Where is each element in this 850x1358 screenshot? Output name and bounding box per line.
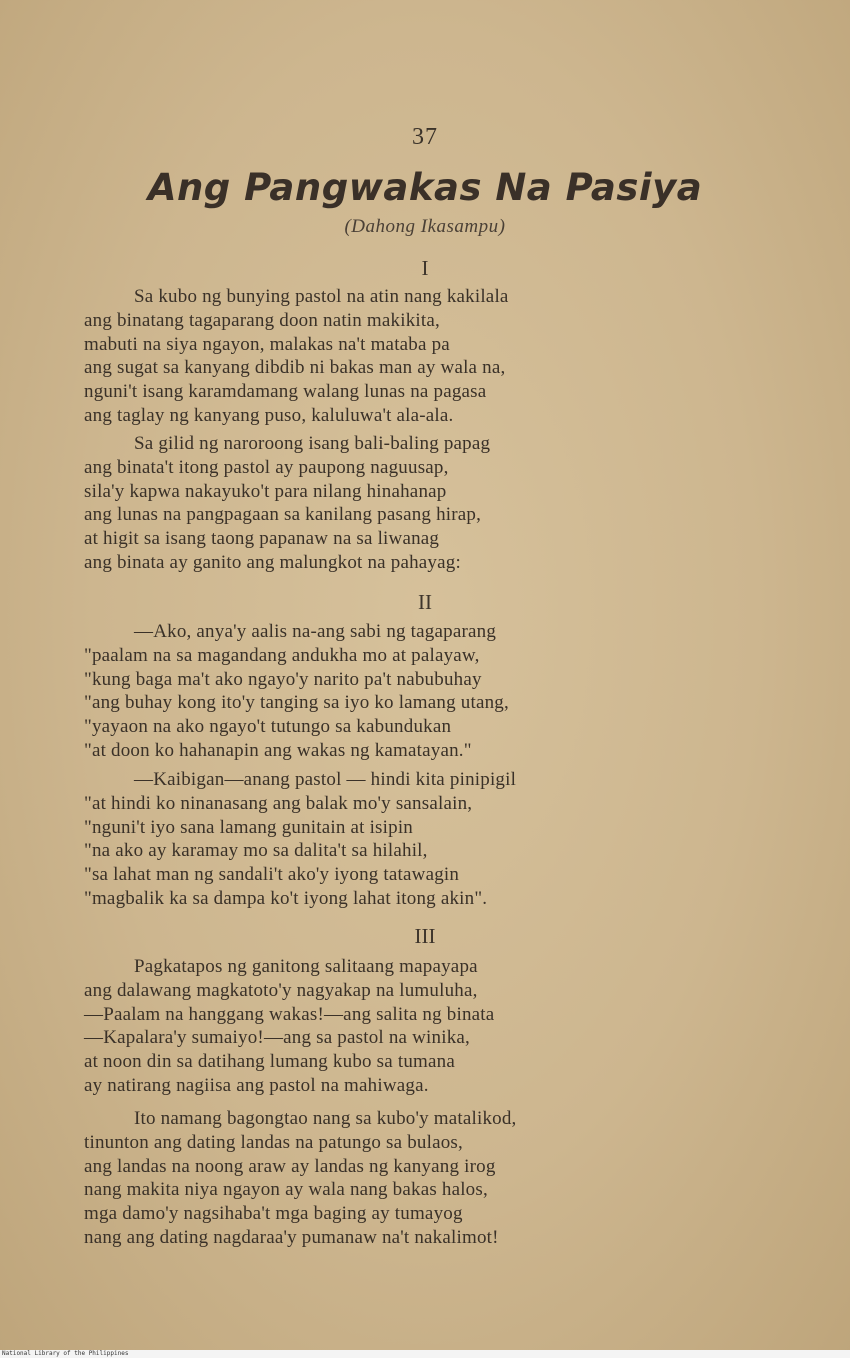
verse-line: nang ang dating nagdaraa'y pumanaw na't nakalimot!	[84, 1226, 499, 1248]
verse-line: "nguni't iyo sana lamang gunitain at isipin	[84, 816, 414, 838]
verse-line: Sa gilid ng naroroong isang bali-baling papag	[134, 433, 491, 454]
verse-line: "kung baga ma't ako ngayo'y narito pa't nabubuhay	[84, 668, 482, 690]
verse-line: "yayaon na ako ngayo't tutungo sa kabundukan	[84, 716, 452, 738]
verse-line: mabuti na siya ngayon, malakas na't mataba pa	[84, 333, 450, 355]
verse-line: —Kaibigan—anang pastol — hindi kita pinipigil	[134, 769, 517, 790]
poem-title: Ang Pangwakas Na Pasiya	[147, 166, 703, 209]
verse-line: ang sugat sa kanyang dibdib ni bakas man ay wala na,	[84, 357, 506, 379]
verse-line: Pagkatapos ng ganitong salitaang mapayapa	[134, 956, 478, 977]
library-credit-footer: National Library of the Philippines	[0, 1350, 850, 1358]
verse-line: "at hindi ko ninanasang ang balak mo'y sansalain,	[84, 792, 473, 814]
poem-subtitle: (Dahong Ikasampu)	[344, 216, 506, 237]
verse-line: at higit sa isang taong papanaw na sa liwanag	[84, 528, 440, 550]
verse-line: ang dalawang magkatoto'y nagyakap na lumuluha,	[84, 979, 478, 1001]
verse-line: "na ako ay karamay mo sa dalita't sa hilahil,	[84, 840, 428, 862]
verse-line: —Paalam na hanggang wakas!—ang salita ng binata	[84, 1003, 495, 1025]
stanza-3-2	[84, 1107, 684, 1250]
verse-line: ay natirang nagiisa ang pastol na mahiwaga.	[84, 1074, 429, 1096]
page-number: 37	[412, 124, 438, 150]
verse-line: —Ako, anya'y aalis na-ang sabi ng tagaparang	[134, 621, 497, 642]
verse-line: tinunton ang dating landas na patungo sa bulaos,	[84, 1131, 463, 1153]
verse-line: at noon din sa datihang lumang kubo sa tumana	[84, 1051, 455, 1073]
verse-line: ang lunas na pangpagaan sa kanilang pasang hirap,	[84, 504, 482, 526]
verse-line: —Kapalara'y sumaiyo!—ang sa pastol na winika,	[84, 1027, 470, 1049]
verse-line: ang binata ay ganito ang malungkot na pahayag:	[84, 551, 461, 573]
section-numeral-2: II	[418, 590, 432, 614]
stanza-3-1	[84, 955, 684, 1098]
verse-line: "paalam na sa magandang andukha mo at palayaw,	[84, 644, 480, 666]
verse-line: nang makita niya ngayon ay wala nang bakas halos,	[84, 1179, 488, 1201]
verse-line: "ang buhay kong ito'y tanging sa iyo ko lamang utang,	[84, 692, 509, 714]
verse-line: "magbalik ka sa dampa ko't iyong lahat itong akin".	[84, 887, 488, 909]
section-numeral-1: I	[421, 256, 429, 280]
verse-line: ang binatang tagaparang doon natin makikita,	[84, 309, 440, 331]
verse-line: nguni't isang karamdamang walang lunas na pagasa	[84, 381, 487, 403]
verse-line: Sa kubo ng bunying pastol na atin nang kakilala	[134, 286, 509, 307]
section-numeral-3: III	[414, 924, 436, 948]
verse-line: sila'y kapwa nakayuko't para nilang hinahanap	[84, 480, 447, 502]
verse-line: ang taglay ng kanyang puso, kaluluwa't ala-ala.	[84, 404, 454, 426]
stanza-1-2	[84, 432, 684, 575]
verse-line: "sa lahat man ng sandali't ako'y iyong tatawagin	[84, 864, 460, 886]
stanza-1-1	[84, 285, 684, 428]
verse-line: Ito namang bagongtao nang sa kubo'y matalikod,	[134, 1108, 517, 1129]
verse-line: ang binata't itong pastol ay paupong naguusap,	[84, 456, 449, 478]
verse-line: mga damo'y nagsihaba't mga baging ay tumayog	[84, 1203, 463, 1225]
stanza-2-1	[84, 620, 684, 763]
stanza-2-2	[84, 768, 684, 911]
verse-line: "at doon ko hahanapin ang wakas ng kamatayan."	[84, 739, 472, 761]
verse-line: ang landas na noong araw ay landas ng kanyang irog	[84, 1155, 496, 1177]
